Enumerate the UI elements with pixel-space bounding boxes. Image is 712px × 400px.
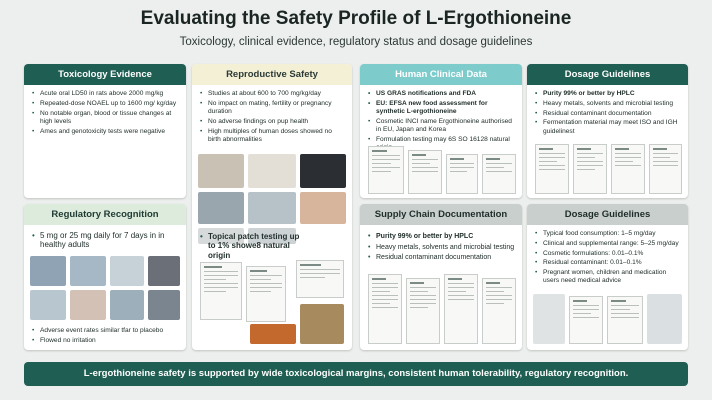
document-thumbnail: [535, 144, 569, 194]
lab-photo: [198, 154, 244, 188]
document-thumbnail: [444, 274, 478, 344]
document-thumbnail: [482, 278, 516, 344]
list-item: • Typical food consumption: 1–5 mg/day: [535, 230, 682, 238]
mouse-photo: [300, 154, 346, 188]
list-item: • Formulation testing may 6S SO 16128 natural: [368, 136, 516, 152]
card-toxicology: [24, 64, 186, 198]
document-thumbnail: [246, 266, 286, 322]
card-regulatory-list-lower: [24, 322, 186, 347]
consultation-photo: [148, 290, 180, 320]
researcher-photo: [30, 256, 66, 286]
lab-bench-photo: [30, 290, 66, 320]
list-item: • Acute oral LD50 in rats above 2000 mg/kg: [32, 90, 180, 98]
list-item: • Fermentation material may meet ISO and IGH guidelinest: [535, 119, 682, 135]
list-item: • High multiples of human doses showed no birth abnormalities: [200, 128, 346, 144]
document-thumbnail: [368, 146, 404, 194]
page-subtitle: Toxicology, clinical evidence, regulatory status and dosage guidelines: [179, 36, 533, 48]
list-item: • Heavy metals, solvents and microbial testing: [535, 100, 682, 108]
list-item: • Adverse event rates similar tfar to placebo: [32, 327, 180, 335]
list-item: • Residual contaminant documentation: [368, 254, 516, 263]
card-dosage-bottom: [527, 204, 688, 350]
card-supply-chain-list: [360, 225, 522, 263]
list-item: • Clinical and supplemental range: 5–25 mg/day: [535, 240, 682, 248]
document-thumbnail: [406, 278, 440, 344]
document-thumbnail: [611, 144, 645, 194]
list-item: • Pregnant women, children and medication users need medical advice: [535, 269, 682, 285]
list-item: • Cosmetic formulations: 0.01–0.1%: [535, 250, 682, 258]
list-item: • Purity 99% or better by HPLC: [535, 90, 682, 98]
document-thumbnail: [607, 296, 643, 344]
document-thumbnail: [649, 144, 682, 194]
document-thumbnail: [482, 154, 516, 194]
vials-photo: [248, 192, 296, 224]
document-thumbnail: [446, 154, 478, 194]
patient-photo: [300, 192, 346, 224]
card-reproductive: [192, 64, 352, 350]
document-thumbnail: [573, 144, 607, 194]
card-toxicology-title: Toxicology Evidence: [24, 64, 186, 85]
doctor-photo: [148, 256, 180, 286]
card-reproductive-list: [192, 85, 352, 144]
lab-equipment-photo: [198, 192, 244, 224]
scientist-photo: [110, 256, 144, 286]
rat-photo: [248, 154, 296, 188]
clinician-photo: [70, 290, 106, 320]
list-item: • Residual contaminant documentation: [535, 110, 682, 118]
card-regulatory-title: Regulatory Recognition: [24, 204, 186, 225]
summary-banner: L-ergothioneine safety is supported by wide toxicological margins, consistent human tolerability, regulatory recognition.: [24, 362, 688, 386]
document-thumbnail: [408, 150, 442, 194]
document-thumbnail: [200, 262, 242, 320]
card-supply-chain: [360, 204, 522, 350]
list-item: • No adverse findings on pup health: [200, 118, 346, 126]
card-dosage-bottom-title: Dosage Guidelines: [527, 204, 688, 225]
page-title: Evaluating the Safety Profile of L-Ergothioneine: [140, 8, 572, 29]
document-thumbnail: [569, 296, 603, 344]
document-thumbnail: [296, 260, 344, 298]
card-supply-chain-title: Supply Chain Documentation: [360, 204, 522, 225]
list-item: • Residual contaminant: 0.01–0.1%: [535, 259, 682, 267]
physician-portrait: [647, 294, 682, 344]
card-toxicology-list: [24, 85, 186, 136]
card-dosage-top-list: [527, 85, 688, 136]
list-item: • EU: EFSA new food assessment for synthetic L-ergothioneine: [368, 100, 516, 116]
list-item: • Topical patch testing up to 1% showe8 natural origin: [200, 232, 300, 260]
card-regulatory: [24, 204, 186, 350]
list-item: • No impact on mating, fertility or pregnancy duration: [200, 100, 346, 116]
list-item: • Cosmetic INCI name Ergothioneine authorised in EU, Japan and Korea: [368, 118, 516, 134]
list-item: • Ames and genotoxicity tests were negative: [32, 128, 180, 136]
list-item: • Repeated-dose NOAEL up to 1600 mg/ kg/day: [32, 100, 180, 108]
list-item: • 5 mg or 25 mg daily for 7 days in in healthy adults: [32, 231, 180, 250]
list-item: • Studies at about 600 to 700 mg/kg/day: [200, 90, 346, 98]
list-item: • US GRAS notifications and FDA: [368, 90, 516, 98]
card-human-clinical-list: [360, 85, 522, 152]
card-human-clinical-title: Human Clinical Data: [360, 64, 522, 85]
mushroom-photo: [300, 304, 344, 344]
list-item: • Heavy metals, solvents and microbial testing: [368, 244, 516, 253]
list-item: • No notable organ, blood or tissue changes at high levels: [32, 110, 180, 126]
card-reproductive-title: Reproductive Safety: [192, 64, 352, 85]
card-regulatory-list: [24, 225, 186, 250]
doctor-portrait: [533, 294, 565, 344]
laboratory-photo: [70, 256, 106, 286]
card-reproductive-lower-text: [198, 232, 300, 263]
card-human-clinical: [360, 64, 522, 198]
card-dosage-top: [527, 64, 688, 198]
document-thumbnail: [368, 274, 402, 344]
card-dosage-bottom-list: [527, 225, 688, 286]
list-item: • Flowed no irritation: [32, 337, 180, 345]
card-dosage-top-title: Dosage Guidelines: [527, 64, 688, 85]
list-item: • Purity 99% or better by HPLC: [368, 233, 516, 242]
volunteer-photo: [110, 290, 144, 320]
fruits-photo: [250, 324, 296, 344]
